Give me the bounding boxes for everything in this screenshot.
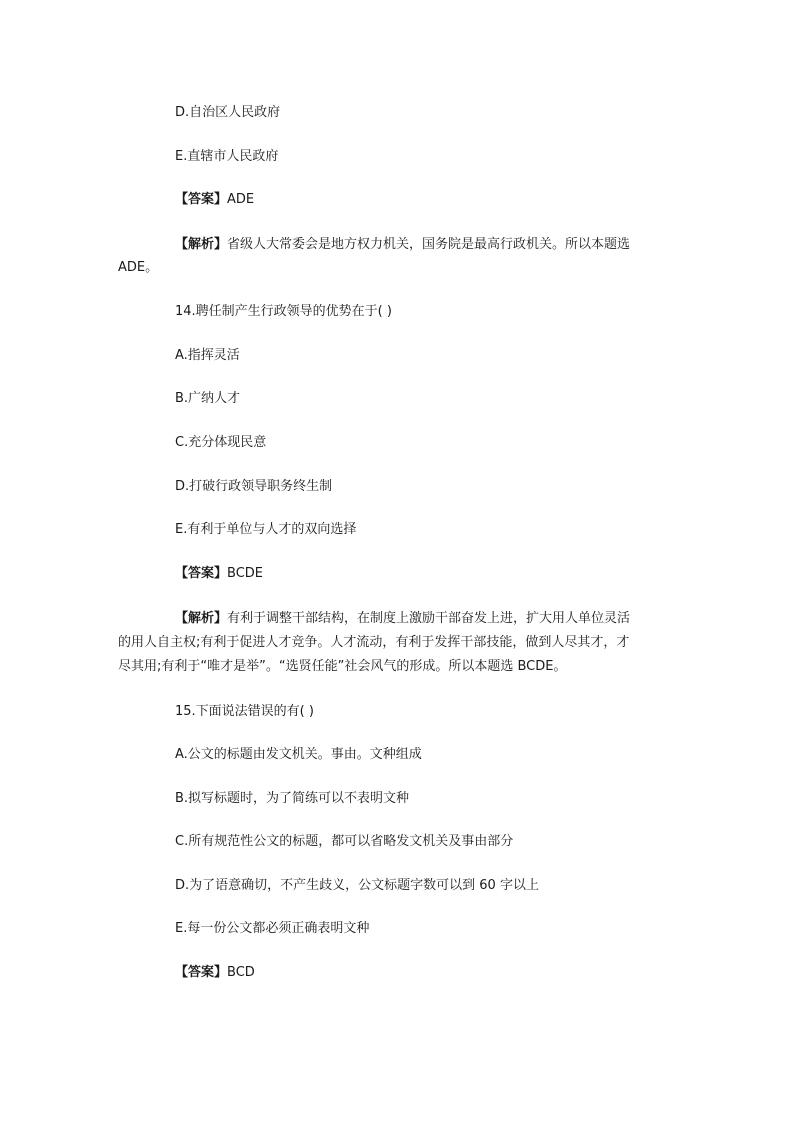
q14-analysis-line2: 的用人自主权;有利于促进人才竞争。人才流动，有利于发挥干部技能，做到人尽其才，才	[118, 635, 630, 650]
q15-option-a: A.公文的标题由发文机关。事由。文种组成	[175, 747, 422, 762]
q14-option-b: B.广纳人才	[175, 391, 241, 406]
q14-option-a: A.指挥灵活	[175, 348, 240, 363]
q14-answer	[175, 565, 263, 583]
answer-label: 【答案】	[175, 566, 228, 581]
answer-label: 【答案】	[175, 965, 228, 980]
q14-question: 14.聘任制产生行政领导的优势在于( )	[175, 304, 392, 319]
q14-option-d: D.打破行政领导职务终生制	[175, 479, 333, 494]
q14-analysis-line1	[175, 610, 630, 628]
q15-option-e: E.每一份公文都必须正确表明文种	[175, 921, 370, 936]
analysis-label: 【解析】	[175, 611, 228, 626]
q14-analysis-line3: 尽其用;有利于“唯才是举”。“选贤任能”社会风气的形成。所以本题选 BCDE。	[118, 659, 567, 674]
q15-option-c: C.所有规范性公文的标题，都可以省略发文机关及事由部分	[175, 834, 514, 849]
q15-option-b: B.拟写标题时，为了简练可以不表明文种	[175, 791, 410, 806]
answer-value: BCD	[227, 965, 255, 980]
analysis-text: 有利于调整干部结构，在制度上激励干部奋发上进，扩大用人单位灵活	[227, 611, 631, 626]
analysis-label: 【解析】	[175, 237, 228, 252]
q14-option-c: C.充分体现民意	[175, 435, 267, 450]
q15-answer	[175, 964, 255, 982]
analysis-text: 省级人大常委会是地方权力机关，国务院是最高行政机关。所以本题选	[227, 237, 631, 252]
q13-option-e: E.直辖市人民政府	[175, 149, 279, 164]
q13-answer	[175, 191, 254, 209]
q15-question: 15.下面说法错误的有( )	[175, 704, 314, 719]
q13-analysis-line2: ADE。	[118, 260, 159, 275]
answer-value: BCDE	[227, 566, 264, 581]
q15-option-d: D.为了语意确切，不产生歧义，公文标题字数可以到 60 字以上	[175, 878, 539, 893]
q13-analysis-line1	[175, 236, 630, 254]
answer-value: ADE	[227, 192, 255, 207]
answer-label: 【答案】	[175, 192, 228, 207]
q14-option-e: E.有利于单位与人才的双向选择	[175, 522, 357, 537]
q13-option-d: D.自治区人民政府	[175, 105, 281, 120]
